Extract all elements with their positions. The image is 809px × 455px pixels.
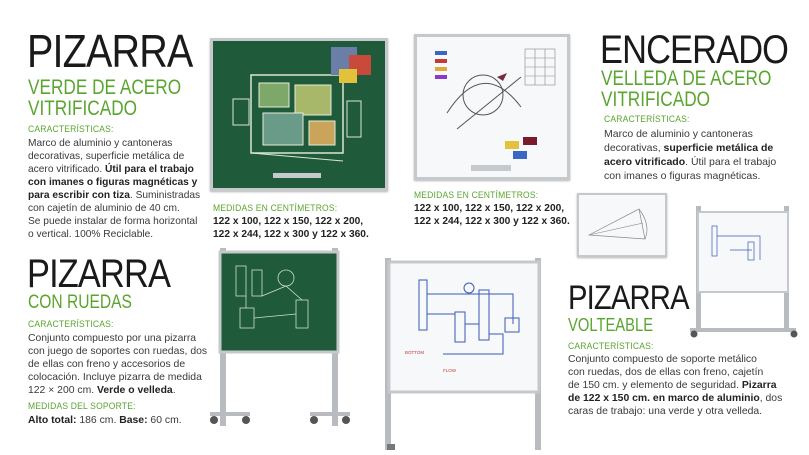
- desc-line: con imanes o figuras magnéticas.: [604, 170, 761, 182]
- section3-support-label: MEDIDAS DEL SOPORTE:: [28, 401, 136, 412]
- desc-line: Marco de aluminio y cantoneras: [28, 138, 173, 149]
- desc-line: Conjunto compuesto por una pizarra: [28, 333, 197, 344]
- desc-line: con cajetín de aluminio de 40 cm.: [28, 203, 180, 214]
- section2-sizes-label: MEDIDAS EN CENTÍMETROS:: [414, 190, 539, 201]
- section1-subtitle-line2: VITRIFICADO: [28, 97, 138, 120]
- desc-line: de ellas con freno y accesorios de: [28, 359, 186, 370]
- section4-features-label: CARACTERÍSTICAS:: [568, 341, 654, 352]
- section1-sizes-label: MEDIDAS EN CENTÍMETROS:: [213, 203, 338, 214]
- section4-subtitle: VOLTEABLE: [568, 315, 654, 335]
- sizes-line: 122 x 100, 122 x 150, 122 x 200,: [414, 203, 565, 214]
- diagram-handwriting: FLOW: [443, 368, 456, 373]
- section3-support-sizes: Alto total: 186 cm. Base: 60 cm.: [28, 415, 182, 426]
- desc-line: con imanes o figuras magnéticas y: [28, 177, 198, 188]
- section4-description: [568, 353, 806, 418]
- section2-sizes: [414, 202, 570, 228]
- whiteboard-image: [414, 34, 570, 180]
- section2-description: [604, 127, 804, 183]
- desc-line: o vertical. 100% Reciclable.: [28, 229, 154, 240]
- whiteboard-sketch: [579, 195, 665, 255]
- section2-subtitle-line1: VELLEDA DE ACERO: [601, 67, 772, 90]
- chalk-drawing: [213, 41, 385, 188]
- mobile-board-drawing: [206, 248, 354, 438]
- section2-features-label: CARACTERÍSTICAS:: [604, 114, 690, 125]
- section2-subtitle-line2: VITRIFICADO: [601, 88, 711, 111]
- section1-sizes: [213, 215, 369, 241]
- desc-line: Conjunto compuesto de soporte metálico: [568, 354, 757, 365]
- desc-line: de 122 x 150 cm. en marco de aluminio, dos: [568, 393, 783, 404]
- desc-line: Marco de aluminio y cantoneras: [604, 128, 753, 140]
- sizes-line: 122 x 244, 122 x 300 y 122 x 360.: [213, 229, 369, 240]
- desc-line: acero vitrificado. Útil para el trabajo: [604, 156, 777, 168]
- desc-line: decorativas, superficie metálica de: [28, 151, 185, 162]
- desc-line: decorativas, superficie metálica de: [604, 142, 774, 154]
- desc-line: con ruedas, dos de ellas con freno, cajetín: [568, 367, 764, 378]
- sizes-line: 122 x 100, 122 x 150, 122 x 200,: [213, 216, 364, 227]
- desc-line: 122 × 200 cm. Verde o velleda.: [28, 385, 176, 396]
- mobile-green-board-image: [206, 248, 354, 438]
- section3-title: PIZARRA: [27, 252, 171, 296]
- stand-whiteboard-image: [690, 200, 802, 340]
- desc-line: Se puede instalar de forma horizontal: [28, 216, 198, 227]
- desc-line: acero vitrificado. Útil para el trabajo: [28, 164, 194, 175]
- section3-description: [28, 332, 218, 397]
- section1-features-label: CARACTERÍSTICAS:: [28, 124, 114, 135]
- section2-title: ENCERADO: [600, 28, 789, 72]
- desc-line: para escribir con tiza. Suministradas: [28, 190, 201, 201]
- section4-title: PIZARRA: [568, 279, 689, 317]
- section3-subtitle: CON RUEDAS: [28, 292, 132, 313]
- section1-subtitle-line1: VERDE DE ACERO: [28, 76, 182, 99]
- whiteboard-drawing: [417, 37, 567, 177]
- small-whiteboard-image: [577, 193, 667, 257]
- sizes-line: 122 x 244, 122 x 300 y 122 x 360.: [414, 216, 570, 227]
- desc-line: de 150 cm. y elemento de seguridad. Pizarra: [568, 380, 777, 391]
- green-board-image: [210, 38, 388, 191]
- desc-line: con juego de soportes con ruedas, dos: [28, 346, 208, 357]
- stand-board-drawing: [690, 200, 802, 340]
- desc-line: colocación. Incluye pizarra de medida: [28, 372, 202, 383]
- flip-board-drawing: [383, 254, 553, 450]
- flip-whiteboard-image: [383, 254, 553, 450]
- section3-features-label: CARACTERÍSTICAS:: [28, 319, 114, 330]
- diagram-handwriting: BOTTOM: [405, 350, 425, 355]
- section1-description: [28, 137, 208, 241]
- section1-title: PIZARRA: [27, 25, 193, 77]
- desc-line: caras de trabajo: una verde y otra velleda.: [568, 406, 763, 417]
